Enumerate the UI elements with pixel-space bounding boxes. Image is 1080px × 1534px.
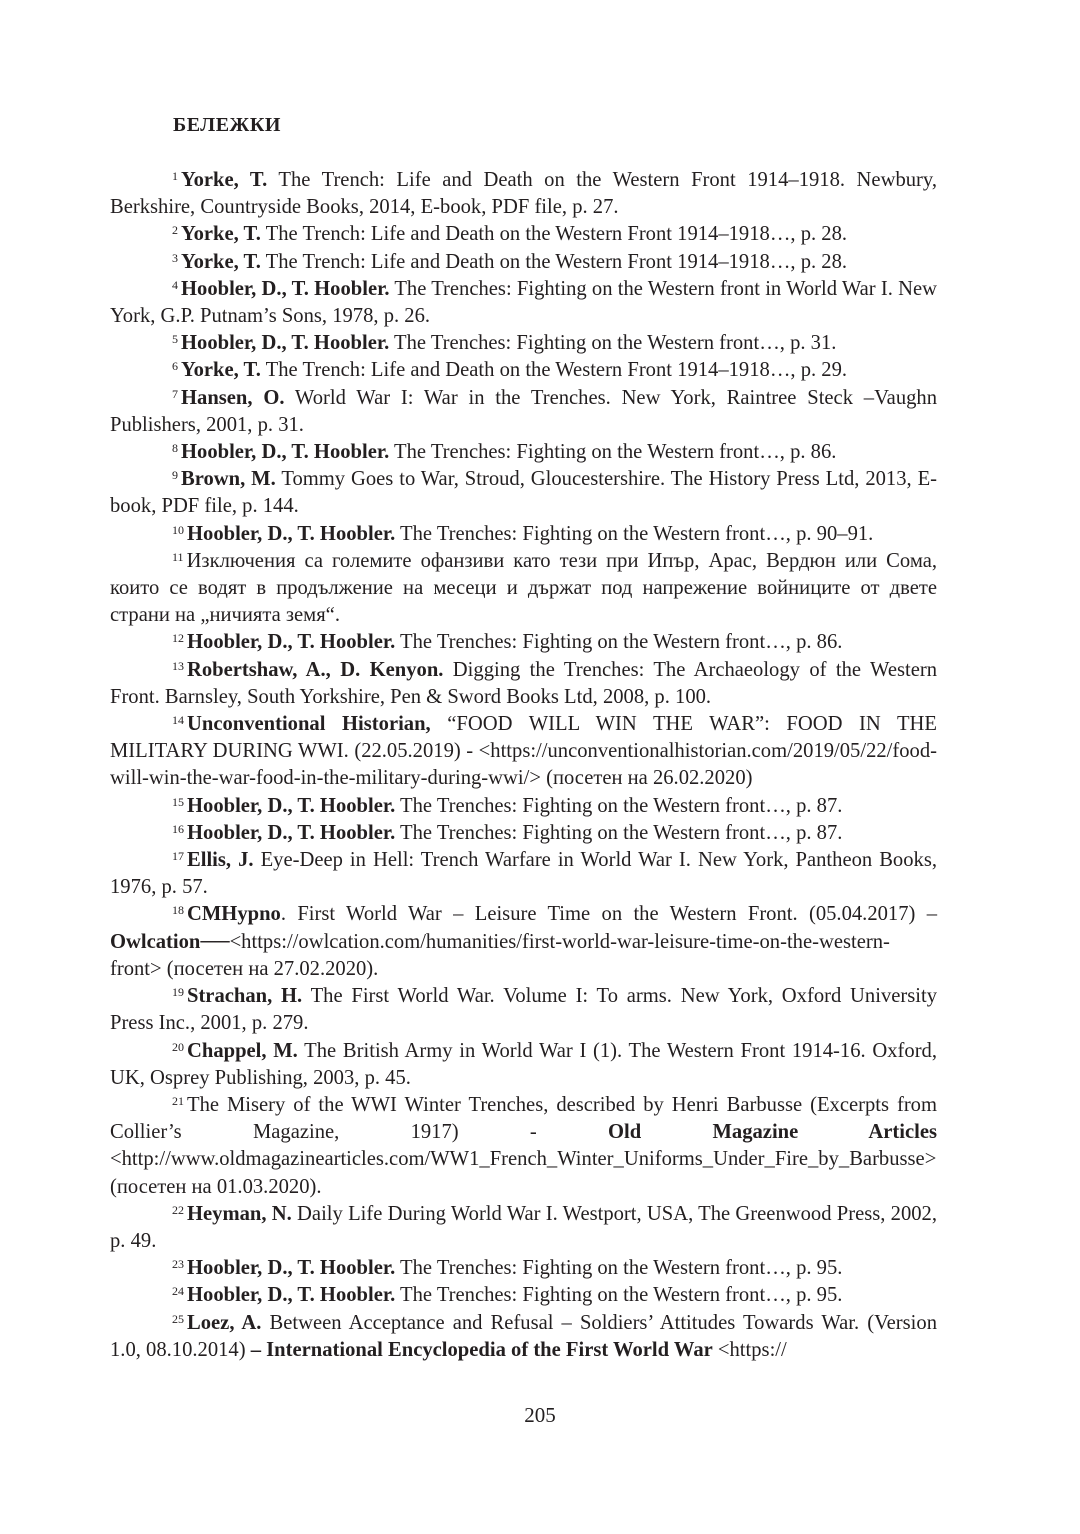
endnote-item (110, 1038, 937, 1092)
endnote-author: Hoobler, D., T. Hoobler. (181, 441, 390, 464)
endnote-item (110, 249, 937, 276)
endnote-text: The Trenches: Fighting on the Western front…, p. 87. (395, 794, 843, 817)
endnote-text: . First World War – Leisure Time on the Western Front. (05.04.2017) – (280, 903, 937, 926)
endnote-number: 3 (172, 250, 178, 265)
endnote-number: 25 (172, 1311, 184, 1326)
endnote-item (110, 357, 937, 384)
endnote-number: 11 (172, 549, 184, 564)
endnote-author: Brown, M. (181, 468, 276, 491)
endnote-text: “FOOD WILL WIN THE WAR”: FOOD IN THE MILITARY DURING WWI. (22.05.2019) - <https://unconventionalhistorian.com/2019/05/22/food-will-win-the-war-food-in-the-military-during-wwi/> (посетен на 26.02.2020) (110, 713, 937, 790)
endnote-item (110, 276, 937, 330)
endnote-author: Hoobler, D., T. Hoobler. (187, 794, 396, 817)
endnote-text: The Trenches: Fighting on the Western front…, p. 87. (395, 821, 843, 844)
endnote-author: Ellis, J. (187, 849, 254, 872)
endnote-item (110, 629, 937, 656)
endnote-number: 24 (172, 1284, 184, 1299)
notes-heading: БЕЛЕЖКИ (173, 114, 281, 136)
endnote-prefix: Изключения са големите офанзиви като тези при Ипър, Арас, Вердюн или Сома, които се водят в продължение на месеци и държат под напрежение войниците от двете страни на „ничията земя“. (110, 549, 937, 627)
page-number: 205 (524, 1403, 556, 1427)
endnote-number: 22 (172, 1202, 184, 1217)
endnote-item (110, 221, 937, 248)
endnote-source: – International Encyclopedia of the First World War (250, 1338, 713, 1361)
endnote-text: The Trenches: Fighting on the Western front…, p. 86. (395, 631, 843, 654)
endnote-number: 20 (172, 1039, 184, 1054)
endnote-number: 14 (172, 713, 184, 728)
endnote-author: Hoobler, D., T. Hoobler. (187, 631, 396, 654)
endnote-text: The Trench: Life and Death on the Western Front 1914–1918. Newbury, Berkshire, Countryside Books, 2014, E-book, PDF file, p. 27. (110, 169, 937, 219)
endnote-number: 6 (172, 359, 178, 374)
endnote-author: Hoobler, D., T. Hoobler. (187, 1284, 396, 1307)
endnote-author: Old Magazine Articles (608, 1121, 938, 1144)
endnote-number: 10 (172, 522, 184, 537)
endnote-author: Yorke, T. (181, 359, 261, 382)
endnote-text: <http://www.oldmagazinearticles.com/WW1_French_Winter_Uniforms_Under_Fire_by_Barbusse> (посетен на 01.03.2020). (110, 1148, 937, 1198)
endnote-number: 2 (172, 223, 178, 238)
endnote-item (110, 1201, 937, 1255)
endnote-text: The Trenches: Fighting on the Western front…, p. 90–91. (395, 522, 874, 545)
endnote-number: 8 (172, 441, 178, 456)
endnote-item (110, 1255, 937, 1282)
endnote-text: Daily Life During World War I. Westport, USA, The Greenwood Press, 2002, p. 49. (110, 1202, 937, 1252)
endnote-text: World War I: War in the Trenches. New York, Raintree Steck –Vaughn Publishers, 2001, p. 31. (110, 386, 938, 436)
endnote-number: 15 (172, 794, 184, 809)
endnote-text: Eye-Deep in Hell: Trench Warfare in World War I. New York, Pantheon Books, 1976, p. 57. (110, 849, 937, 899)
endnote-number: 23 (172, 1257, 184, 1272)
endnote-author: Hoobler, D., T. Hoobler. (181, 332, 390, 355)
endnote-item (110, 521, 937, 548)
endnote-author: Hoobler, D., T. Hoobler. (181, 277, 390, 300)
endnote-text: The Trench: Life and Death on the Western Front 1914–1918…, p. 28. (260, 250, 848, 273)
endnote-source: Owlcation (110, 930, 201, 953)
endnote-author: Hoobler, D., T. Hoobler. (187, 522, 396, 545)
endnote-number: 16 (172, 821, 184, 836)
endnote-text: The British Army in World War I (1). The Western Front 1914-16. Oxford, UK, Osprey Publishing, 2003, p. 45. (110, 1039, 937, 1089)
endnote-item (110, 439, 937, 466)
endnote-text: Between Acceptance and Refusal – Soldiers’ Attitudes Towards War. (Version 1.0, 08.10.2014) (110, 1311, 937, 1361)
endnote-text: The Trenches: Fighting on the Western front…, p. 95. (395, 1284, 843, 1307)
endnote-author: Chappel, M. (187, 1039, 298, 1062)
endnote-text: The Trenches: Fighting on the Western front in World War I. New York, G.P. Putnam’s Sons, 1978, p. 26. (110, 277, 938, 328)
endnote-number: 5 (172, 332, 178, 347)
endnote-text: The First World War. Volume I: To arms. New York, Oxford University Press Inc., 2001, p. 279. (110, 985, 937, 1035)
endnote-item (110, 793, 937, 820)
endnote-text: The Trench: Life and Death on the Western Front 1914–1918…, p. 29. (260, 359, 848, 382)
endnote-number: 12 (172, 631, 184, 646)
endnote-text: The Trench: Life and Death on the Western Front 1914–1918…, p. 28. (260, 223, 848, 246)
endnote-number: 18 (172, 903, 184, 918)
endnote-number: 17 (172, 849, 184, 864)
endnote-item (110, 385, 937, 439)
endnote-number: 4 (172, 277, 178, 292)
endnote-prefix: The Misery of the WWI Winter Trenches, described by Henri Barbusse (Excerpts from Collier’s Magazine, 1917) - (110, 1093, 937, 1144)
endnote-author: Yorke, T. (181, 169, 268, 191)
endnote-text: The Trenches: Fighting on the Western front…, p. 31. (389, 332, 837, 355)
endnote-number: 7 (172, 386, 178, 401)
endnote-item (110, 847, 937, 901)
endnote-text-tail: ──<https://owlcation.com/humanities/first-world-war-leisure-time-on-the-western-front> (посетен на 27.02.2020). (110, 930, 890, 980)
endnote-item (110, 1310, 937, 1364)
endnote-item (110, 1282, 937, 1309)
endnote-number: 13 (172, 658, 184, 673)
endnote-author: Hansen, O. (181, 386, 285, 409)
endnote-author: Loez, A. (187, 1311, 262, 1334)
endnote-item (110, 820, 937, 847)
endnote-item (110, 1092, 937, 1201)
endnote-author: Robertshaw, A., D. Kenyon. (187, 658, 444, 681)
endnote-item (110, 330, 937, 357)
endnote-item (110, 657, 937, 711)
endnote-number: 1 (172, 169, 178, 183)
endnotes-list (110, 167, 937, 1364)
endnote-item (110, 466, 937, 520)
endnote-author: Unconventional Historian, (187, 713, 431, 736)
endnote-text: The Trenches: Fighting on the Western front…, p. 95. (395, 1257, 843, 1280)
endnote-item (110, 711, 937, 793)
endnote-author: Strachan, H. (187, 985, 303, 1008)
endnote-author: Hoobler, D., T. Hoobler. (187, 1257, 396, 1280)
endnote-item (110, 983, 937, 1037)
endnote-author: Hoobler, D., T. Hoobler. (187, 821, 396, 844)
endnote-text: Digging the Trenches: The Archaeology of the Western Front. Barnsley, South Yorkshire, Pen & Sword Books Ltd, 2008, p. 100. (110, 658, 937, 708)
endnote-number: 19 (172, 985, 184, 1000)
endnote-number: 9 (172, 468, 178, 483)
endnote-author: Heyman, N. (187, 1202, 292, 1225)
endnote-item (110, 548, 937, 630)
endnote-number: 21 (172, 1093, 184, 1108)
endnote-author: Yorke, T. (181, 223, 261, 246)
endnote-author: Yorke, T. (181, 250, 261, 273)
endnote-text: The Trenches: Fighting on the Western front…, p. 86. (389, 441, 837, 464)
endnote-item (110, 167, 937, 221)
endnote-text-tail: <https:// (712, 1338, 787, 1361)
endnote-author: CMHypno (187, 903, 281, 926)
endnote-item (110, 901, 937, 983)
endnote-text: Tommy Goes to War, Stroud, Gloucestershire. The History Press Ltd, 2013, E-book, PDF file, p. 144. (110, 468, 938, 518)
